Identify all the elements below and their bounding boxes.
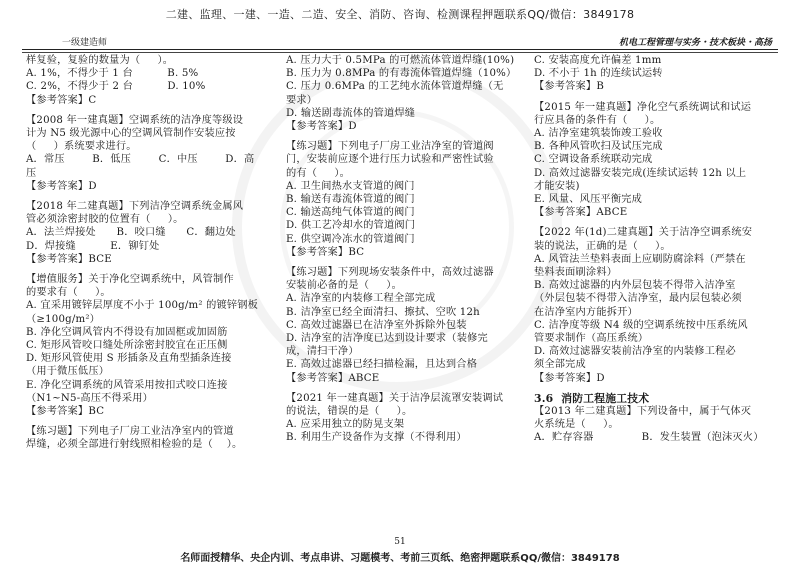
text-line: 【参考答案】D — [286, 121, 357, 133]
text-line: 【练习题】下列电子厂房工业洁净室内的管道 — [26, 426, 234, 438]
page-header — [22, 32, 778, 50]
text-line: A. 1%，不得少于 1 台 B. 5% — [26, 68, 199, 80]
text-line: E. 净化空调系统的风管采用按扣式咬口连接 — [26, 379, 228, 391]
text-line: A．贮存容器 B．发生装置（泡沫灭火） — [534, 432, 764, 444]
text-line: 计为 N5 级光源中心的空调风管制作安装应按 — [26, 128, 236, 140]
text-line: 垫料表面刷涂料） — [534, 267, 618, 279]
text-line: D. 供工艺冷却水的管道阀门 — [286, 220, 416, 232]
text-line: 须全部完成 — [534, 359, 586, 371]
text-line: 火系统是（ ）。 — [534, 419, 619, 431]
text-line: 【2022 年(1d)二建真题】关于洁净空调系统安 — [534, 227, 753, 239]
text-line: 的说法，错误的是（ ）。 — [286, 406, 413, 418]
text-line: 【练习题】下列现场安装条件中，高效过滤器 — [286, 267, 494, 279]
text-line: 3.6 消防工程施工技术 — [534, 391, 650, 405]
text-line: A. 应采用独立的防晃支架 — [286, 419, 405, 431]
text-line: E. 供空调冷冻水的管道阀门 — [286, 233, 415, 245]
bottom-contact-banner: 名师面授精华、央企内训、考点串讲、习题模考、考前三页纸、绝密押题联系QQ/微信：3849178 — [180, 553, 620, 564]
header-rule — [22, 49, 778, 50]
text-line: 【参考答案】BC — [26, 406, 105, 418]
text-line: B. 利用生产设备作为支撑（不得利用） — [286, 432, 467, 444]
text-line: 门，安装前应逐个进行压力试验和严密性试验 — [286, 154, 494, 166]
text-line: 管要求制作（高压系统） — [534, 333, 649, 345]
text-line: A. 洁净室建筑装饰竣工验收 — [534, 128, 663, 140]
text-line: B. 各种风管吹扫及试压完成 — [534, 141, 663, 153]
text-line: D. 矩形风管使用 S 形插条及直角型插条连接 — [26, 353, 232, 365]
text-line: C. 空调设备系统联动完成 — [534, 154, 653, 166]
text-line: 【参考答案】C — [26, 94, 97, 106]
text-line: （≥100g/m²） — [26, 313, 101, 325]
text-line: C. 高效过滤器已在洁净室外拆除外包装 — [286, 319, 467, 331]
text-column-right — [534, 54, 778, 445]
text-line: 安装前必备的是（ ）。 — [286, 280, 402, 292]
text-line: A．常压 B．低压 C．中压 D．高压 — [26, 154, 255, 179]
text-line: A. 压力大于 0.5MPa 的可燃流体管道焊缝(10%) — [286, 55, 515, 66]
text-line: 【参考答案】ABCE — [534, 207, 628, 219]
text-line: B. 洁净室已经全面清扫、擦拭、空吹 12h — [286, 306, 480, 318]
text-line: C. 安装高度允许偏差 1mm — [534, 55, 662, 66]
text-column-left — [26, 54, 264, 452]
text-line: C. 压力 0.6MPa 的工艺纯水流体管道焊缝（无 — [286, 81, 504, 93]
text-line: 【参考答案】BC — [286, 246, 365, 258]
text-line: B. 高效过滤器的内外层包装不得带入洁净室 — [534, 280, 736, 292]
text-line: 在洁净室内方能拆开） — [534, 306, 638, 318]
text-line: B. 净化空调风管内不得设有加固框或加固筋 — [26, 326, 228, 338]
text-line: 的有（ ）。 — [286, 167, 351, 179]
header-section-title: 机电工程管理与实务・技术板块・高扬 — [618, 38, 772, 48]
text-line: E. 高效过滤器已经扫描检漏，且达到合格 — [286, 359, 478, 371]
text-line: 焊缝，必须全部进行射线照相检验的是（ ）。 — [26, 439, 243, 451]
text-line: 【2015 年一建真题】净化空气系统调试和试运 — [534, 101, 752, 113]
text-line: D. 高效过滤器安装前洁净室的内装修工程必 — [534, 346, 736, 358]
text-line: A．法兰焊接处 B．咬口缝 C．翻边处 — [26, 227, 236, 239]
text-line: C. 矩形风管咬口缝处所涂密封胶宜在正压侧 — [26, 340, 228, 352]
text-line: B. 输送有毒流体管道的阀门 — [286, 194, 415, 206]
text-line: D. 高效过滤器安装完成(连续试运转 12h 以上 — [534, 167, 747, 179]
text-line: （ ）系统要求进行。 — [26, 141, 137, 153]
text-line: 【增值服务】关于净化空调系统中，风管制作 — [26, 274, 234, 286]
text-line: 【参考答案】D — [26, 180, 97, 192]
text-line: D. 不小于 1h 的连续试运转 — [534, 68, 663, 80]
text-line: A. 宜采用镀锌层厚度不小于 100g/m² 的镀锌钢板 — [26, 300, 259, 312]
text-line: D．焊接缝 E．铆钉处 — [26, 240, 160, 252]
text-line: A. 卫生间热水支管道的阀门 — [286, 180, 415, 192]
text-line: A. 洁净室的内装修工程全部完成 — [286, 293, 436, 305]
text-line: E. 风量、风压平衡完成 — [534, 194, 642, 206]
text-line: C. 洁净度等级 N4 级的空调系统按中压系统风 — [534, 319, 748, 331]
text-line: 【2013 年二建真题】下列设备中，属于气体灭 — [534, 406, 752, 418]
text-line: B. 压力为 0.8MPa 的有毒流体管道焊缝（10%） — [286, 68, 517, 80]
text-line: C. 输送高纯气体管道的阀门 — [286, 207, 415, 219]
text-line: 成，清扫干净） — [286, 346, 359, 358]
text-line: 【参考答案】B — [534, 81, 605, 93]
text-line: 装的说法，正确的是（ ）。 — [534, 240, 671, 252]
text-line: D. 输送剧毒流体的管道焊缝 — [286, 107, 416, 119]
text-line: A. 风管法兰垫料表面上应刷防腐涂料（严禁在 — [534, 253, 746, 265]
text-line: 的要求有（ ）。 — [26, 287, 111, 299]
text-line: 【2021 年一建真题】关于洁净层流罩安装调试 — [286, 392, 504, 404]
text-column-middle — [286, 54, 522, 445]
text-line: 【2018 年二建真题】下列洁净空调系统金属风 — [26, 201, 244, 213]
text-line: （外层包装不得带入洁净室，最内层包装必须 — [534, 293, 742, 305]
text-line: 样复验，复验的数量为（ ）。 — [26, 55, 174, 66]
text-line: （N1~N5-高压不得采用） — [26, 392, 154, 404]
text-line: 才能安装) — [534, 180, 580, 192]
text-line: （用于微压低压） — [26, 366, 110, 378]
text-line: 【参考答案】ABCE — [286, 372, 380, 384]
text-line: 【练习题】下列电子厂房工业洁净室的管道阀 — [286, 141, 494, 153]
text-line: 【参考答案】BCE — [26, 253, 112, 265]
text-line: 行应具备的条件有（ ）。 — [534, 114, 661, 126]
text-line: 管必须涂密封胶的位置有（ ）。 — [26, 214, 184, 226]
page-number: 51 — [394, 537, 406, 547]
text-line: D. 洁净室的洁净度已达到设计要求（装修完 — [286, 333, 488, 345]
top-contact-banner: 二建、监理、一建、一造、二造、安全、消防、咨询、检测课程押题联系QQ/微信：3849178 — [165, 8, 635, 21]
text-line: C. 2%，不得少于 2 台 D. 10% — [26, 81, 206, 93]
header-rule-thin — [22, 52, 778, 53]
text-line: 要求） — [286, 94, 318, 106]
header-book-title: 一级建造师 — [62, 38, 108, 48]
text-line: 【参考答案】D — [534, 372, 605, 384]
text-line: 【2008 年一建真题】空调系统的洁净度等级设 — [26, 114, 244, 126]
